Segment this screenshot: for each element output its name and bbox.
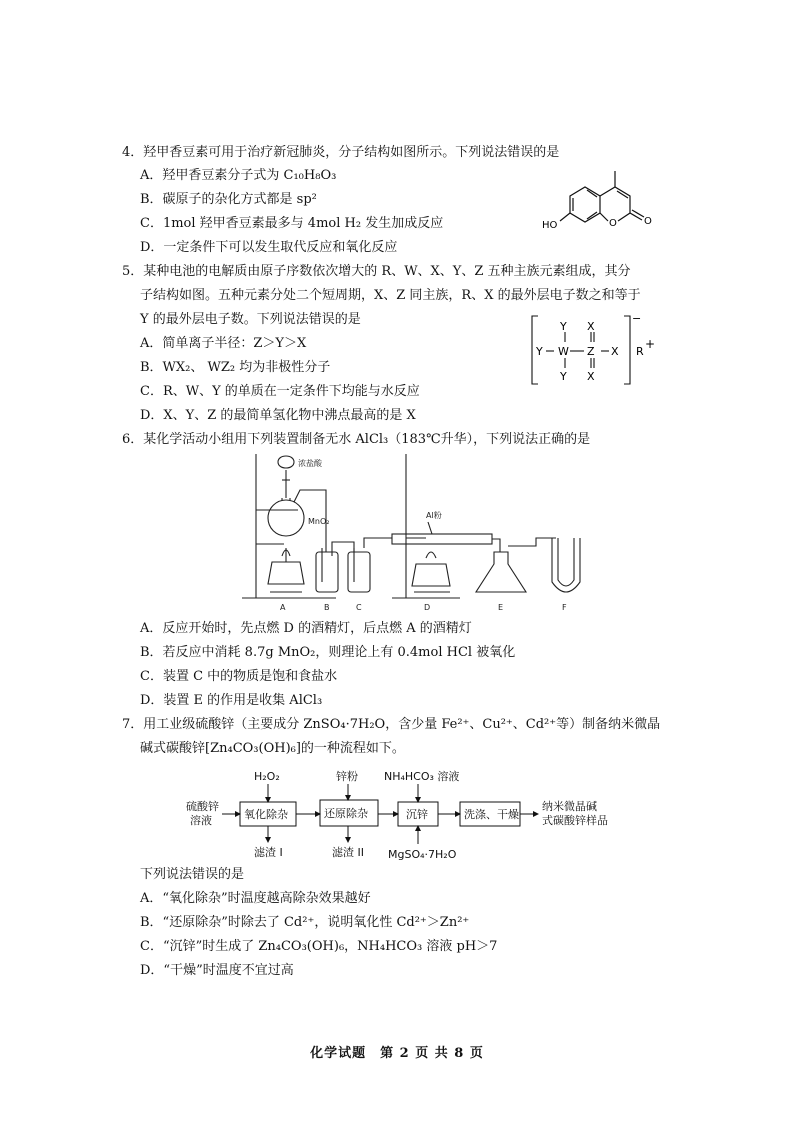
product-label-1: 纳米微晶碱 xyxy=(542,800,597,813)
q7-option-d: D．“干燥”时温度不宜过高 xyxy=(140,963,294,978)
input-label-1: 硫酸锌 xyxy=(186,800,219,813)
q5-stem-line1: 5．某种电池的电解质由原子序数依次增大的 R、W、X、Y、Z 五种主族元素组成，其分 xyxy=(122,264,631,279)
q6-option-d: D．装置 E 的作用是收集 AlCl₃ xyxy=(140,693,323,708)
x-bottom-label: X xyxy=(587,370,595,383)
q4-option-b: B．碳原子的杂化方式都是 sp² xyxy=(140,192,317,207)
ho-label: HO xyxy=(542,220,558,231)
q7-option-b: B．“还原除杂”时除去了 Cd²⁺，说明氧化性 Cd²⁺＞Zn²⁺ xyxy=(140,915,470,930)
q7-lead: 下列说法错误的是 xyxy=(140,867,245,882)
x-top-label: X xyxy=(587,320,595,333)
step-precipitation-label: 沉锌 xyxy=(406,808,428,821)
alcl3-apparatus-diagram xyxy=(236,452,616,616)
hydroxycoumarin-structure xyxy=(540,166,670,236)
apparatus-label-e: E xyxy=(498,603,504,612)
q5-option-d: D．X、Y、Z 的最简单氢化物中沸点最高的是 X xyxy=(140,408,416,423)
conc-hcl-label: 浓盐酸 xyxy=(298,459,322,468)
q4-stem: 4．羟甲香豆素可用于治疗新冠肺炎，分子结构如图所示。下列说法错误的是 xyxy=(122,145,560,160)
mno2-label: MnO₂ xyxy=(308,517,330,526)
step-oxidation-label: 氧化除杂 xyxy=(244,808,288,821)
q7-option-a: A．“氧化除杂”时温度越高除杂效果越好 xyxy=(140,891,371,906)
zinc-powder-label: 锌粉 xyxy=(336,770,358,783)
ring-oxygen-label: O xyxy=(609,218,617,229)
apparatus-label-c: C xyxy=(356,603,362,612)
product-label-2: 式碳酸锌样品 xyxy=(542,814,608,827)
q5-stem-line3: Y 的最外层电子数。下列说法错误的是 xyxy=(140,312,361,327)
z-label: Z xyxy=(587,345,595,358)
q4-option-d: D．一定条件下可以发生取代反应和氧化反应 xyxy=(140,240,398,255)
q6-option-b: B．若反应中消耗 8.7g MnO₂，则理论上有 0.4mol HCl 被氧化 xyxy=(140,645,516,660)
y-bottom-label: Y xyxy=(560,370,567,383)
apparatus-label-b: B xyxy=(324,603,330,612)
q7-stem-line2: 碱式碳酸锌[Zn₄CO₃(OH)₆]的一种流程如下。 xyxy=(140,741,405,756)
h2o2-label: H₂O₂ xyxy=(254,770,280,783)
mgso4-label: MgSO₄·7H₂O xyxy=(388,848,457,861)
carbonyl-oxygen-label: O xyxy=(644,216,652,227)
apparatus-label-f: F xyxy=(562,603,567,612)
w-label: W xyxy=(558,345,569,358)
residue-2-label: 滤渣 II xyxy=(332,846,364,859)
q6-option-a: A．反应开始时，先点燃 D 的酒精灯，后点燃 A 的酒精灯 xyxy=(140,621,472,636)
residue-1-label: 滤渣 I xyxy=(254,846,283,859)
al-powder-label: Al粉 xyxy=(426,511,442,520)
q5-option-c: C．R、W、Y 的单质在一定条件下均能与水反应 xyxy=(140,384,420,399)
q5-option-a: A．简单离子半径：Z＞Y＞X xyxy=(140,336,307,351)
q4-option-c: C．1mol 羟甲香豆素最多与 4mol H₂ 发生加成反应 xyxy=(140,216,444,231)
zinc-process-flowchart xyxy=(184,766,614,862)
nh4hco3-label: NH₄HCO₃ 溶液 xyxy=(384,770,460,783)
q7-option-c: C．“沉锌”时生成了 Zn₄CO₃(OH)₆，NH₄HCO₃ 溶液 pH＞7 xyxy=(140,939,498,954)
step-reduction-label: 还原除杂 xyxy=(324,807,368,820)
q5-option-b: B．WX₂、 WZ₂ 均为非极性分子 xyxy=(140,360,331,375)
plus-charge-label: + xyxy=(645,337,656,351)
q6-option-c: C．装置 C 中的物质是饱和食盐水 xyxy=(140,669,338,684)
apparatus-label-a: A xyxy=(280,603,286,612)
input-label-2: 溶液 xyxy=(190,814,212,827)
x-right-label: X xyxy=(611,345,619,358)
y-left-label: Y xyxy=(536,345,543,358)
y-top-label: Y xyxy=(560,320,567,333)
step-wash-dry-label: 洗涤、干燥 xyxy=(464,808,519,821)
q6-stem: 6．某化学活动小组用下列装置制备无水 AlCl₃（183℃升华），下列说法正确的是 xyxy=(122,432,591,447)
apparatus-label-d: D xyxy=(424,603,431,612)
page-footer: 化学试题 第 2 页 共 8 页 xyxy=(310,1046,484,1061)
minus-charge-label: − xyxy=(632,312,642,325)
q7-stem-line1: 7．用工业级硫酸锌（主要成分 ZnSO₄·7H₂O，含少量 Fe²⁺、Cu²⁺、Cd²⁺等）制备纳米微晶 xyxy=(122,717,661,732)
r-label: R xyxy=(636,345,644,358)
q4-option-a: A．羟甲香豆素分子式为 C₁₀H₈O₃ xyxy=(140,168,337,183)
q5-stem-line2: 子结构如图。五种元素分处二个短周期，X、Z 同主族，R、X 的最外层电子数之和等于 xyxy=(140,288,641,303)
electrolyte-structure xyxy=(528,312,688,388)
